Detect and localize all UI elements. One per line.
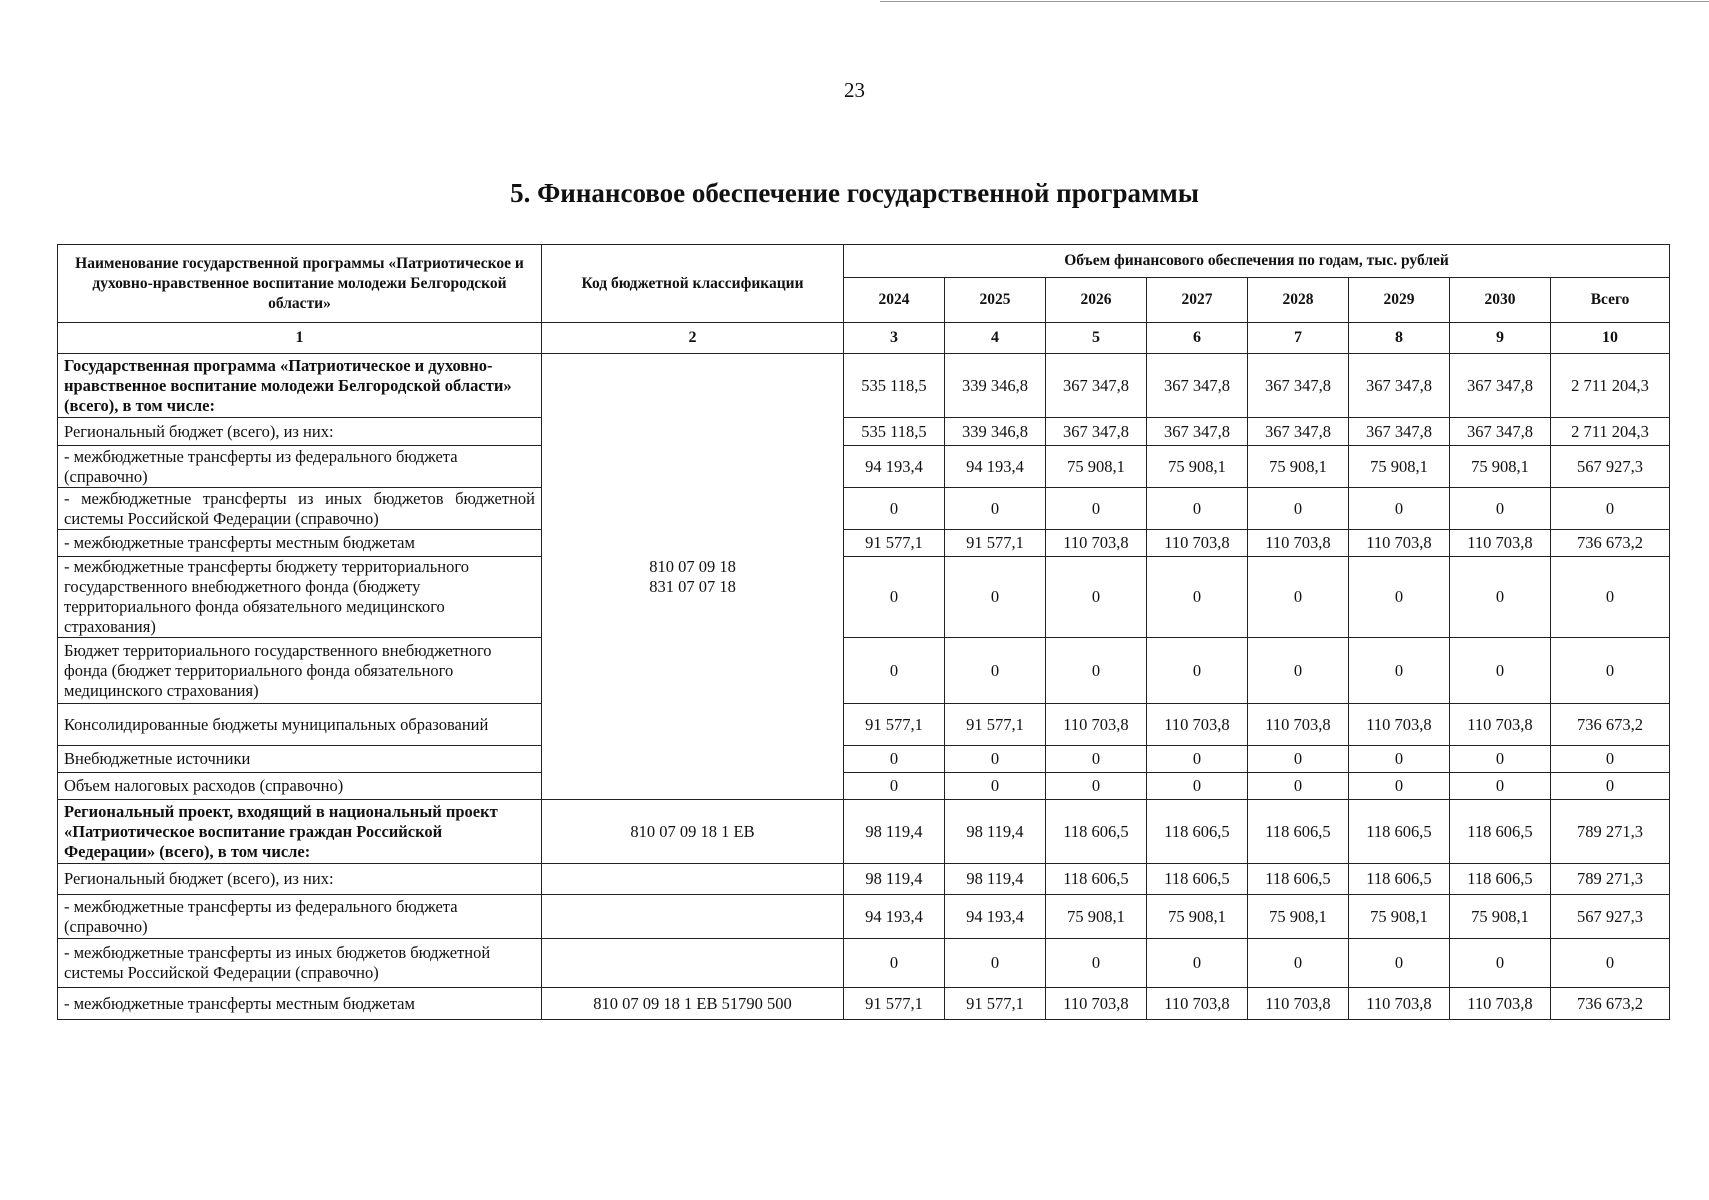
row-name: - межбюджетные трансферты бюджету территориального государственного внебюджетного фонда (бюджету территориального фонда обязательного медицинского страхования) bbox=[58, 557, 542, 638]
value-cell: 75 908,1 bbox=[1248, 446, 1349, 488]
table-row bbox=[58, 800, 1670, 864]
value-cell: 0 bbox=[1046, 638, 1147, 704]
table-row bbox=[58, 530, 1670, 557]
value-cell: 0 bbox=[1248, 773, 1349, 800]
value-cell: 75 908,1 bbox=[1349, 446, 1450, 488]
value-cell: 0 bbox=[844, 773, 945, 800]
value-total: 789 271,3 bbox=[1551, 800, 1670, 864]
budget-code: 810 07 09 18 1 ЕВ 51790 500 bbox=[542, 988, 844, 1020]
value-cell: 110 703,8 bbox=[1046, 704, 1147, 746]
value-cell: 118 606,5 bbox=[1248, 864, 1349, 895]
value-cell: 118 606,5 bbox=[1450, 864, 1551, 895]
value-cell: 118 606,5 bbox=[1349, 800, 1450, 864]
column-number: 5 bbox=[1046, 323, 1147, 354]
value-cell: 339 346,8 bbox=[945, 354, 1046, 418]
value-cell: 535 118,5 bbox=[844, 354, 945, 418]
value-cell: 0 bbox=[1349, 746, 1450, 773]
row-name: - межбюджетные трансферты из федерального бюджета (справочно) bbox=[58, 446, 542, 488]
value-cell: 91 577,1 bbox=[844, 530, 945, 557]
row-name: - межбюджетные трансферты из иных бюджетов бюджетной системы Российской Федерации (справочно) bbox=[58, 939, 542, 988]
value-cell: 0 bbox=[1046, 773, 1147, 800]
table-row bbox=[58, 939, 1670, 988]
value-cell: 91 577,1 bbox=[945, 704, 1046, 746]
row-name: Государственная программа «Патриотическое и духовно-нравственное воспитание молодежи Белгородской области» (всего), в том числе: bbox=[58, 354, 542, 418]
value-cell: 0 bbox=[1147, 557, 1248, 638]
value-cell: 75 908,1 bbox=[1046, 895, 1147, 939]
value-cell: 0 bbox=[1349, 638, 1450, 704]
table-row bbox=[58, 746, 1670, 773]
row-name: Региональный проект, входящий в национальный проект «Патриотическое воспитание граждан Российской Федерации» (всего), в том числе: bbox=[58, 800, 542, 864]
value-cell: 0 bbox=[1450, 939, 1551, 988]
page-title: 5. Финансовое обеспечение государственной программы bbox=[510, 178, 1199, 208]
value-total: 0 bbox=[1551, 773, 1670, 800]
budget-code: 810 07 09 18 1 ЕВ bbox=[542, 800, 844, 864]
value-cell: 0 bbox=[1248, 746, 1349, 773]
row-name: Региональный бюджет (всего), из них: bbox=[58, 418, 542, 446]
value-cell: 0 bbox=[1147, 746, 1248, 773]
financing-table bbox=[57, 244, 1670, 1020]
value-cell: 0 bbox=[1147, 773, 1248, 800]
value-total: 789 271,3 bbox=[1551, 864, 1670, 895]
value-cell: 0 bbox=[1349, 939, 1450, 988]
value-cell: 0 bbox=[1248, 638, 1349, 704]
table-row bbox=[58, 704, 1670, 746]
row-name: Объем налоговых расходов (справочно) bbox=[58, 773, 542, 800]
row-name: Консолидированные бюджеты муниципальных образований bbox=[58, 704, 542, 746]
header-year: 2030 bbox=[1450, 278, 1551, 323]
table-row bbox=[58, 773, 1670, 800]
value-cell: 110 703,8 bbox=[1248, 704, 1349, 746]
value-total: 567 927,3 bbox=[1551, 895, 1670, 939]
value-cell: 0 bbox=[1450, 638, 1551, 704]
value-cell: 0 bbox=[844, 638, 945, 704]
header-year: 2025 bbox=[945, 278, 1046, 323]
value-cell: 0 bbox=[1450, 488, 1551, 530]
value-cell: 91 577,1 bbox=[844, 988, 945, 1020]
value-cell: 110 703,8 bbox=[1349, 988, 1450, 1020]
header-year: 2024 bbox=[844, 278, 945, 323]
value-cell: 0 bbox=[945, 557, 1046, 638]
value-cell: 0 bbox=[844, 939, 945, 988]
value-cell: 98 119,4 bbox=[844, 800, 945, 864]
value-total: 2 711 204,3 bbox=[1551, 354, 1670, 418]
value-total: 0 bbox=[1551, 939, 1670, 988]
table-row bbox=[58, 354, 1670, 418]
value-total: 0 bbox=[1551, 638, 1670, 704]
column-number: 6 bbox=[1147, 323, 1248, 354]
value-cell: 0 bbox=[844, 557, 945, 638]
header-financing-volume: Объем финансового обеспечения по годам, тыс. рублей bbox=[844, 245, 1670, 278]
value-cell: 118 606,5 bbox=[1046, 864, 1147, 895]
value-cell: 94 193,4 bbox=[945, 446, 1046, 488]
value-cell: 75 908,1 bbox=[1450, 446, 1551, 488]
table-row bbox=[58, 557, 1670, 638]
row-name: - межбюджетные трансферты местным бюджетам bbox=[58, 530, 542, 557]
value-cell: 367 347,8 bbox=[1450, 354, 1551, 418]
value-cell: 0 bbox=[1450, 773, 1551, 800]
row-name: Бюджет территориального государственного внебюджетного фонда (бюджет территориального фонда обязательного медицинского страхования) bbox=[58, 638, 542, 704]
value-cell: 0 bbox=[1248, 488, 1349, 530]
budget-code-line: 810 07 09 18 bbox=[649, 556, 736, 576]
row-name: - межбюджетные трансферты из федерального бюджета (справочно) bbox=[58, 895, 542, 939]
value-cell: 75 908,1 bbox=[1248, 895, 1349, 939]
value-cell: 0 bbox=[945, 488, 1046, 530]
value-total: 736 673,2 bbox=[1551, 988, 1670, 1020]
value-cell: 0 bbox=[945, 746, 1046, 773]
value-cell: 91 577,1 bbox=[844, 704, 945, 746]
value-total: 736 673,2 bbox=[1551, 704, 1670, 746]
value-cell: 110 703,8 bbox=[1147, 530, 1248, 557]
value-cell: 110 703,8 bbox=[1046, 530, 1147, 557]
value-total: 0 bbox=[1551, 488, 1670, 530]
value-total: 2 711 204,3 bbox=[1551, 418, 1670, 446]
page-number: 23 bbox=[844, 78, 865, 102]
header-program-name: Наименование государственной программы «Патриотическое и духовно-нравственное воспитание молодежи Белгородской области» bbox=[58, 245, 542, 323]
column-number-row bbox=[58, 323, 1670, 354]
value-cell: 75 908,1 bbox=[1349, 895, 1450, 939]
column-number: 7 bbox=[1248, 323, 1349, 354]
value-cell: 75 908,1 bbox=[1147, 446, 1248, 488]
column-number: 2 bbox=[542, 323, 844, 354]
header-year: 2026 bbox=[1046, 278, 1147, 323]
value-cell: 0 bbox=[1450, 746, 1551, 773]
value-cell: 118 606,5 bbox=[1248, 800, 1349, 864]
value-cell: 367 347,8 bbox=[1147, 354, 1248, 418]
table-row bbox=[58, 638, 1670, 704]
value-cell: 94 193,4 bbox=[844, 895, 945, 939]
column-number: 1 bbox=[58, 323, 542, 354]
budget-code-line: 831 07 07 18 bbox=[649, 576, 736, 596]
value-total: 567 927,3 bbox=[1551, 446, 1670, 488]
value-cell: 98 119,4 bbox=[844, 864, 945, 895]
value-cell: 0 bbox=[1248, 557, 1349, 638]
header-year: 2027 bbox=[1147, 278, 1248, 323]
value-cell: 91 577,1 bbox=[945, 988, 1046, 1020]
value-cell: 110 703,8 bbox=[1248, 530, 1349, 557]
value-cell: 110 703,8 bbox=[1046, 988, 1147, 1020]
value-cell: 0 bbox=[945, 939, 1046, 988]
table-row bbox=[58, 446, 1670, 488]
value-cell: 94 193,4 bbox=[945, 895, 1046, 939]
value-cell: 0 bbox=[1349, 773, 1450, 800]
value-total: 736 673,2 bbox=[1551, 530, 1670, 557]
value-cell: 367 347,8 bbox=[1046, 354, 1147, 418]
value-cell: 0 bbox=[844, 746, 945, 773]
value-cell: 0 bbox=[1349, 557, 1450, 638]
column-number: 8 bbox=[1349, 323, 1450, 354]
value-cell: 110 703,8 bbox=[1349, 530, 1450, 557]
value-cell: 91 577,1 bbox=[945, 530, 1046, 557]
value-cell: 367 347,8 bbox=[1248, 354, 1349, 418]
value-cell: 0 bbox=[1046, 488, 1147, 530]
value-cell: 98 119,4 bbox=[945, 864, 1046, 895]
value-cell: 110 703,8 bbox=[1450, 988, 1551, 1020]
value-cell: 0 bbox=[945, 773, 1046, 800]
value-cell: 367 347,8 bbox=[1147, 418, 1248, 446]
value-cell: 0 bbox=[1450, 557, 1551, 638]
value-cell: 118 606,5 bbox=[1450, 800, 1551, 864]
table-row bbox=[58, 895, 1670, 939]
header-year: 2029 bbox=[1349, 278, 1450, 323]
value-cell: 110 703,8 bbox=[1349, 704, 1450, 746]
value-cell: 118 606,5 bbox=[1349, 864, 1450, 895]
table-row bbox=[58, 488, 1670, 530]
value-cell: 0 bbox=[1147, 488, 1248, 530]
value-cell: 110 703,8 bbox=[1450, 704, 1551, 746]
value-cell: 0 bbox=[1147, 939, 1248, 988]
value-cell: 367 347,8 bbox=[1349, 354, 1450, 418]
budget-code bbox=[542, 939, 844, 988]
header-year: 2028 bbox=[1248, 278, 1349, 323]
value-total: 0 bbox=[1551, 746, 1670, 773]
value-cell: 118 606,5 bbox=[1147, 864, 1248, 895]
column-number: 4 bbox=[945, 323, 1046, 354]
header-total: Всего bbox=[1551, 278, 1670, 323]
value-cell: 110 703,8 bbox=[1147, 704, 1248, 746]
value-cell: 75 908,1 bbox=[1046, 446, 1147, 488]
value-cell: 367 347,8 bbox=[1349, 418, 1450, 446]
value-cell: 110 703,8 bbox=[1450, 530, 1551, 557]
table-row bbox=[58, 864, 1670, 895]
budget-code bbox=[542, 895, 844, 939]
value-cell: 367 347,8 bbox=[1248, 418, 1349, 446]
budget-code bbox=[542, 864, 844, 895]
value-cell: 118 606,5 bbox=[1046, 800, 1147, 864]
column-number: 3 bbox=[844, 323, 945, 354]
header-budget-code: Код бюджетной классификации bbox=[542, 245, 844, 323]
value-cell: 98 119,4 bbox=[945, 800, 1046, 864]
column-number: 9 bbox=[1450, 323, 1551, 354]
value-total: 0 bbox=[1551, 557, 1670, 638]
value-cell: 75 908,1 bbox=[1450, 895, 1551, 939]
value-cell: 0 bbox=[945, 638, 1046, 704]
value-cell: 94 193,4 bbox=[844, 446, 945, 488]
table-row bbox=[58, 418, 1670, 446]
value-cell: 0 bbox=[1147, 638, 1248, 704]
column-number: 10 bbox=[1551, 323, 1670, 354]
row-name: Региональный бюджет (всего), из них: bbox=[58, 864, 542, 895]
value-cell: 0 bbox=[1046, 939, 1147, 988]
row-name: - межбюджетные трансферты из иных бюджетов бюджетной системы Российской Федерации (справочно) bbox=[58, 488, 542, 530]
table-row bbox=[58, 988, 1670, 1020]
value-cell: 0 bbox=[1046, 746, 1147, 773]
shared-budget-code bbox=[542, 354, 844, 800]
value-cell: 367 347,8 bbox=[1450, 418, 1551, 446]
value-cell: 110 703,8 bbox=[1147, 988, 1248, 1020]
value-cell: 535 118,5 bbox=[844, 418, 945, 446]
value-cell: 118 606,5 bbox=[1147, 800, 1248, 864]
row-name: Внебюджетные источники bbox=[58, 746, 542, 773]
value-cell: 367 347,8 bbox=[1046, 418, 1147, 446]
top-rule bbox=[880, 1, 1709, 2]
value-cell: 0 bbox=[1248, 939, 1349, 988]
value-cell: 0 bbox=[844, 488, 945, 530]
value-cell: 75 908,1 bbox=[1147, 895, 1248, 939]
value-cell: 339 346,8 bbox=[945, 418, 1046, 446]
value-cell: 0 bbox=[1046, 557, 1147, 638]
row-name: - межбюджетные трансферты местным бюджетам bbox=[58, 988, 542, 1020]
value-cell: 110 703,8 bbox=[1248, 988, 1349, 1020]
value-cell: 0 bbox=[1349, 488, 1450, 530]
